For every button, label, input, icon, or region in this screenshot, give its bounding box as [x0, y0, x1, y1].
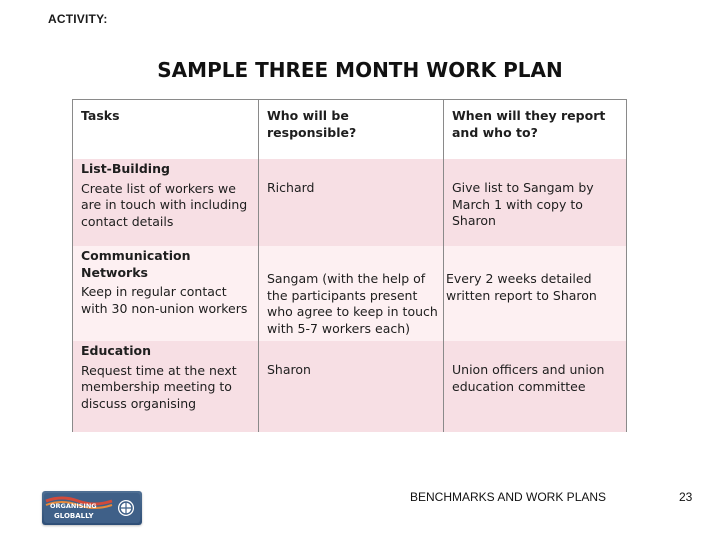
report-cell: Every 2 weeks detailed written report to Sharon	[443, 246, 626, 341]
organising-globally-logo	[42, 491, 142, 525]
report-cell: Give list to Sangam by March 1 with copy to Sharon	[443, 159, 626, 246]
header-report: When will they report and who to?	[443, 100, 626, 159]
work-plan-table	[72, 99, 627, 432]
table-row	[73, 159, 626, 246]
task-cell	[73, 159, 258, 246]
task-text: Keep in regular contact with 30 non-union workers	[81, 284, 248, 316]
responsible-cell: Sharon	[258, 341, 443, 432]
table-header-row	[73, 100, 626, 160]
responsible-cell: Sangam (with the help of the participants present who agree to keep in touch with 5-7 workers each)	[258, 246, 443, 341]
header-responsible: Who will be responsible?	[258, 100, 443, 159]
section-heading: Education	[81, 343, 151, 358]
activity-label: ACTIVITY:	[48, 12, 108, 26]
responsible-cell: Richard	[258, 159, 443, 246]
page-number: 23	[679, 490, 693, 504]
section-heading: Communication Networks	[81, 248, 191, 280]
task-cell	[73, 246, 258, 341]
svg-text:ORGANISING: ORGANISING	[50, 502, 97, 510]
svg-text:GLOBALLY: GLOBALLY	[54, 512, 94, 520]
section-heading: List-Building	[81, 161, 170, 176]
report-cell: Union officers and union education committee	[443, 341, 626, 432]
task-text: Create list of workers we are in touch with including contact details	[81, 180, 248, 229]
table-row	[73, 341, 626, 432]
logo-graphic	[42, 491, 142, 525]
slide-title: SAMPLE THREE MONTH WORK PLAN	[157, 58, 563, 82]
table-row	[73, 246, 626, 341]
task-text: Request time at the next membership meeting to discuss organising	[81, 362, 237, 411]
task-cell	[73, 341, 258, 432]
header-tasks: Tasks	[81, 108, 120, 123]
footer-title: BENCHMARKS AND WORK PLANS	[410, 490, 607, 504]
